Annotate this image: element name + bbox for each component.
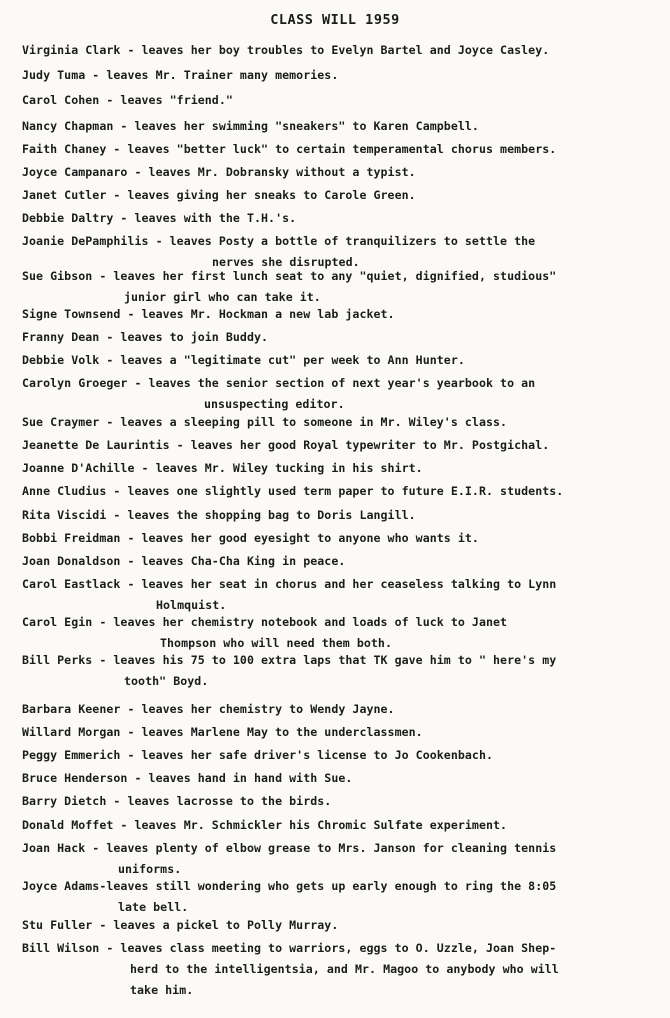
entry-line: Judy Tuma - leaves Mr. Trainer many memories. xyxy=(22,68,339,82)
entry-line: Stu Fuller - leaves a pickel to Polly Murray. xyxy=(22,918,339,932)
entry-line: Joyce Adams-leaves still wondering who gets up early enough to ring the 8:05 xyxy=(22,879,557,893)
entry-line: Joan Hack - leaves plenty of elbow grease to Mrs. Janson for cleaning tennis xyxy=(22,841,557,855)
will-entry xyxy=(22,745,662,766)
entry-line: Bobbi Freidman - leaves her good eyesight to anyone who wants it. xyxy=(22,531,479,545)
will-entry xyxy=(22,915,662,936)
entry-continuation-line: take him. xyxy=(130,983,194,997)
entry-line: Signe Townsend - leaves Mr. Hockman a new lab jacket. xyxy=(22,307,395,321)
will-entry xyxy=(22,551,662,572)
entry-line: Barbara Keener - leaves her chemistry to Wendy Jayne. xyxy=(22,702,395,716)
entry-continuation-line: Thompson who will need them both. xyxy=(160,636,392,650)
will-entry xyxy=(22,938,662,1001)
will-entry xyxy=(22,505,662,526)
entry-line: Carol Eastlack - leaves her seat in chorus and her ceaseless talking to Lynn xyxy=(22,577,557,591)
entry-continuation-line: uniforms. xyxy=(118,862,182,876)
will-entry xyxy=(22,116,662,137)
entry-line: Joan Donaldson - leaves Cha-Cha King in peace. xyxy=(22,554,346,568)
will-entry xyxy=(22,90,662,111)
entry-line: Anne Cludius - leaves one slightly used term paper to future E.I.R. students. xyxy=(22,484,564,498)
will-entry xyxy=(22,266,662,308)
entry-continuation-line: late bell. xyxy=(118,900,189,914)
entry-continuation-line: junior girl who can take it. xyxy=(124,290,321,304)
entry-continuation-line: tooth" Boyd. xyxy=(124,674,209,688)
entry-line: Franny Dean - leaves to join Buddy. xyxy=(22,330,269,344)
entry-line: Bill Perks - leaves his 75 to 100 extra laps that TK gave him to " here's my xyxy=(22,653,557,667)
will-entry xyxy=(22,373,662,415)
entry-line: Carol Cohen - leaves "friend." xyxy=(22,93,233,107)
entry-line: Debbie Daltry - leaves with the T.H.'s. xyxy=(22,211,297,225)
entry-line: Joanne D'Achille - leaves Mr. Wiley tucking in his shirt. xyxy=(22,461,423,475)
entry-line: Donald Moffet - leaves Mr. Schmickler his Chromic Sulfate experiment. xyxy=(22,818,508,832)
will-entry xyxy=(22,574,662,616)
entry-line: Sue Craymer - leaves a sleeping pill to someone in Mr. Wiley's class. xyxy=(22,415,508,429)
will-entry xyxy=(22,350,662,371)
will-entry xyxy=(22,435,662,456)
will-entry xyxy=(22,208,662,229)
page-title: CLASS WILL 1959 xyxy=(270,12,400,28)
will-entry xyxy=(22,876,662,918)
entry-line: Debbie Volk - leaves a "legitimate cut" per week to Ann Hunter. xyxy=(22,353,465,367)
entry-line: Carol Egin - leaves her chemistry notebook and loads of luck to Janet xyxy=(22,615,508,629)
will-entry xyxy=(22,139,662,160)
will-entry xyxy=(22,65,662,86)
will-entry xyxy=(22,722,662,743)
will-entry xyxy=(22,185,662,206)
will-entry xyxy=(22,528,662,549)
entry-line: Faith Chaney - leaves "better luck" to certain temperamental chorus members. xyxy=(22,142,557,156)
will-entry xyxy=(22,458,662,479)
will-entry xyxy=(22,612,662,654)
entry-line: Jeanette De Laurintis - leaves her good Royal typewriter to Mr. Postgichal. xyxy=(22,438,550,452)
entry-line: Bill Wilson - leaves class meeting to warriors, eggs to O. Uzzle, Joan Shep- xyxy=(22,941,557,955)
will-entry xyxy=(22,304,662,325)
entry-line: Bruce Henderson - leaves hand in hand with Sue. xyxy=(22,771,353,785)
entry-line: Joyce Campanaro - leaves Mr. Dobransky without a typist. xyxy=(22,165,416,179)
entry-line: Barry Dietch - leaves lacrosse to the birds. xyxy=(22,794,332,808)
entry-line: Virginia Clark - leaves her boy troubles to Evelyn Bartel and Joyce Casley. xyxy=(22,43,550,57)
entry-line: Carolyn Groeger - leaves the senior section of next year's yearbook to an xyxy=(22,376,536,390)
entry-line: Sue Gibson - leaves her first lunch seat to any "quiet, dignified, studious" xyxy=(22,269,557,283)
entry-line: Nancy Chapman - leaves her swimming "sneakers" to Karen Campbell. xyxy=(22,119,479,133)
will-entry xyxy=(22,838,662,880)
entry-continuation-line: Holmquist. xyxy=(156,598,227,612)
will-entry xyxy=(22,815,662,836)
will-entry xyxy=(22,768,662,789)
will-entry xyxy=(22,162,662,183)
will-entry xyxy=(22,699,662,720)
will-entry xyxy=(22,327,662,348)
will-entry xyxy=(22,40,662,61)
will-entry xyxy=(22,481,662,502)
will-entry xyxy=(22,412,662,433)
entry-line: Janet Cutler - leaves giving her sneaks to Carole Green. xyxy=(22,188,416,202)
will-entry xyxy=(22,650,662,692)
entry-line: Rita Viscidi - leaves the shopping bag to Doris Langill. xyxy=(22,508,416,522)
entry-continuation-line: herd to the intelligentsia, and Mr. Magoo to anybody who will xyxy=(130,962,559,976)
entry-line: Willard Morgan - leaves Marlene May to the underclassmen. xyxy=(22,725,423,739)
entry-line: Joanie DePamphilis - leaves Posty a bottle of tranquilizers to settle the xyxy=(22,234,536,248)
entry-line: Peggy Emmerich - leaves her safe driver's license to Jo Cookenbach. xyxy=(22,748,494,762)
entry-continuation-line: nerves she disrupted. xyxy=(212,255,360,269)
will-entry xyxy=(22,791,662,812)
entry-continuation-line: unsuspecting editor. xyxy=(204,397,345,411)
